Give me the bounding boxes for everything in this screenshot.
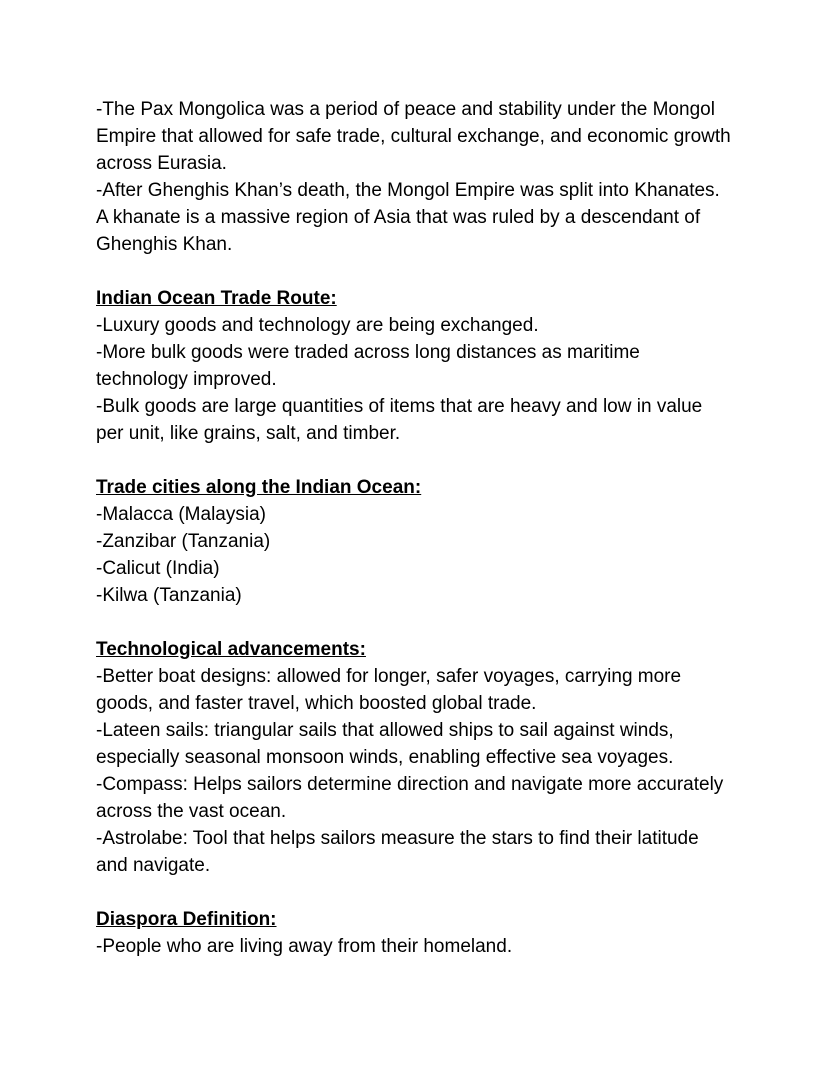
heading-trade-cities: Trade cities along the Indian Ocean: bbox=[96, 477, 422, 498]
paragraph-khanates: -After Ghenghis Khan’s death, the Mongol Empire was split into Khanates. A khanate is a massive region of Asia that was ruled by a descendant of Ghenghis Khan. bbox=[96, 180, 720, 255]
paragraph-bulk-goods-traded: -More bulk goods were traded across long distances as maritime technology improved. bbox=[96, 342, 640, 390]
paragraph-lateen-sails: -Lateen sails: triangular sails that allowed ships to sail against winds, especially seasonal monsoon winds, enabling effective sea voyages. bbox=[96, 720, 674, 768]
list-item-malacca: -Malacca (Malaysia) bbox=[96, 504, 266, 525]
paragraph-diaspora: -People who are living away from their homeland. bbox=[96, 936, 513, 957]
heading-technological-advancements: Technological advancements: bbox=[96, 639, 366, 660]
list-item-kilwa: -Kilwa (Tanzania) bbox=[96, 585, 242, 606]
list-item-calicut: -Calicut (India) bbox=[96, 558, 220, 579]
section-indian-ocean-trade-route bbox=[96, 285, 732, 447]
list-item-zanzibar: -Zanzibar (Tanzania) bbox=[96, 531, 271, 552]
heading-indian-ocean-trade-route: Indian Ocean Trade Route: bbox=[96, 288, 337, 309]
heading-diaspora-definition: Diaspora Definition: bbox=[96, 909, 277, 930]
paragraph-boat-designs: -Better boat designs: allowed for longer, safer voyages, carrying more goods, and faster travel, which boosted global trade. bbox=[96, 666, 682, 714]
section-diaspora-definition bbox=[96, 906, 732, 960]
section-trade-cities bbox=[96, 474, 732, 609]
paragraph-luxury-goods: -Luxury goods and technology are being exchanged. bbox=[96, 315, 539, 336]
paragraph-bulk-goods-definition: -Bulk goods are large quantities of items that are heavy and low in value per unit, like grains, salt, and timber. bbox=[96, 396, 703, 444]
paragraph-compass: -Compass: Helps sailors determine direction and navigate more accurately across the vast ocean. bbox=[96, 774, 724, 822]
document-content bbox=[96, 96, 732, 960]
paragraph-pax-mongolica: -The Pax Mongolica was a period of peace and stability under the Mongol Empire that allowed for safe trade, cultural exchange, and economic growth across Eurasia. bbox=[96, 99, 731, 174]
paragraph-astrolabe: -Astrolabe: Tool that helps sailors measure the stars to find their latitude and navigate. bbox=[96, 828, 699, 876]
section-technological-advancements bbox=[96, 636, 732, 879]
section-pax-mongolica bbox=[96, 96, 732, 258]
